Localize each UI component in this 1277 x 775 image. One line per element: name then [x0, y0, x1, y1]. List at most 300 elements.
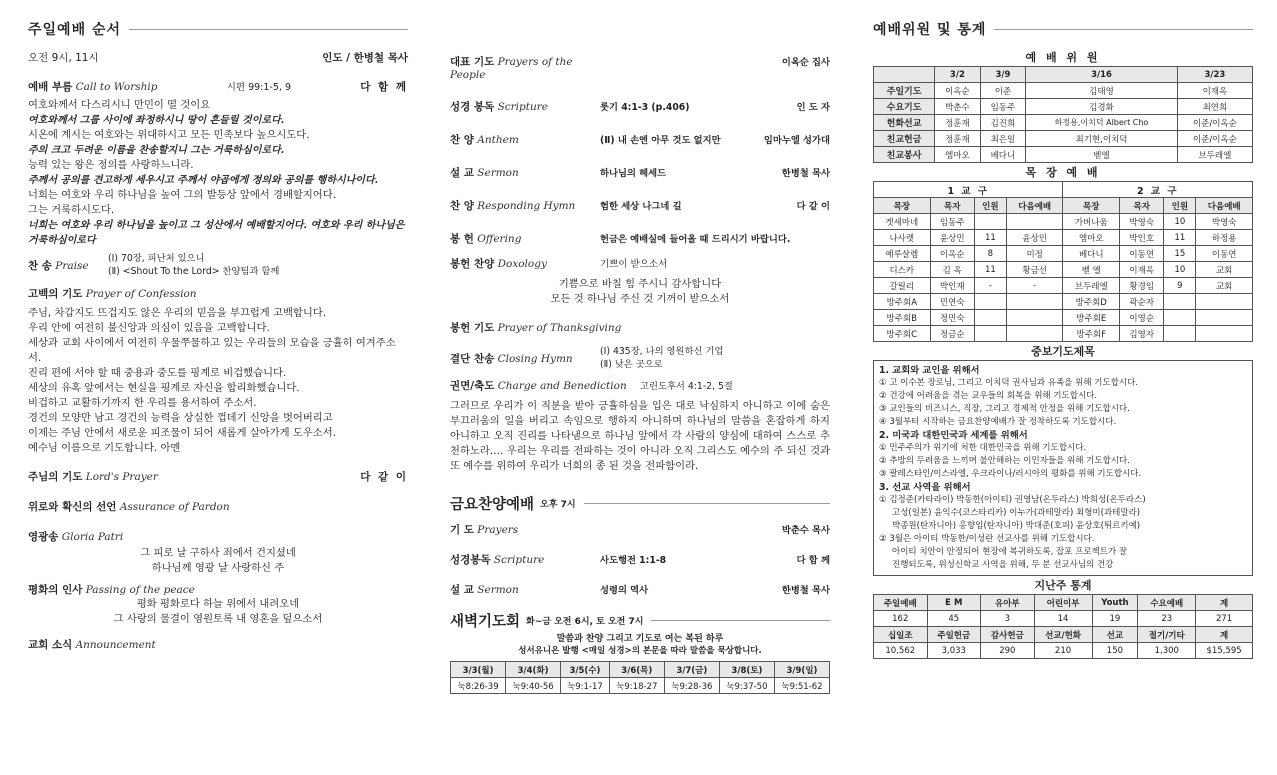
stats-title: 지난주 통계: [1034, 579, 1092, 592]
parish-cell: 가버나움: [1063, 214, 1120, 230]
peace-line: 그 사랑의 물결이 영원토록 내 영혼을 덮으소서: [113, 613, 323, 625]
intercession-line: 고성(일본) 윤익수(코스타리카) 이누가(과테말라) 최형미(과테말라): [892, 508, 1141, 518]
parish-cell: 11: [974, 262, 1006, 278]
hymn-line: (Ⅰ) 70장, 피난처 있으니: [108, 253, 205, 264]
stats-value: 10,562: [874, 643, 928, 659]
announcement-row: [28, 637, 408, 652]
item-head: [450, 165, 600, 180]
parish-cell: 11: [974, 230, 1006, 246]
worship-items: [450, 54, 830, 246]
parish-cell: -: [1006, 278, 1063, 294]
committee-row: [874, 147, 1253, 163]
parish-header: 목장: [874, 198, 931, 214]
parish-cell: [1196, 310, 1253, 326]
item-english: Prayers of the People: [450, 56, 573, 81]
parish-cell: [1164, 294, 1196, 310]
scripture-ref: 시편 99:1-5, 9: [226, 82, 291, 93]
item-leader: 다 같 이: [796, 201, 830, 212]
leader-line: 시온에 계시는 여호와는 위대하시고 모든 민족보다 높으시도다.: [28, 129, 310, 141]
service-time-row: [28, 50, 408, 65]
doxology-row: [450, 256, 830, 271]
item-label: 찬 송: [28, 259, 52, 272]
item-english: Responding Hymn: [477, 200, 576, 212]
parish-cell: 임동주: [930, 214, 974, 230]
worship-item: [450, 198, 830, 213]
call-to-worship-row: [28, 79, 408, 94]
intercession-line: ① 민주주의가 위기에 처한 대한민국을 위해 기도합시다.: [879, 443, 1087, 453]
intercession-line: ② 추방의 두려움을 느끼며 불안해하는 이민자들을 위해 기도합시다.: [879, 456, 1130, 466]
parish-cell: 김영자: [1120, 326, 1164, 342]
gloria-line: 그 피로 날 구하사 죄에서 건지셨네: [140, 547, 296, 559]
parish-cell: 황금선: [1006, 262, 1063, 278]
parish-header: 다음예배: [1196, 198, 1253, 214]
parish-row: [874, 294, 1253, 310]
intercession-title: 중보기도제목: [1031, 345, 1095, 358]
committee-cell: 김태영: [1026, 83, 1178, 99]
item-leader: 다 함 께: [796, 555, 830, 566]
gloria-row: [28, 529, 408, 544]
parish-cell: 방주회F: [1063, 326, 1120, 342]
item-head: [450, 582, 600, 597]
committee-cell: 이준/이옥순: [1177, 115, 1252, 131]
response-line: 너희는 여호와 우리 하나님을 높이고 그 성산에서 예배할지어다. 여호와 우리 하나님은 거룩하심이로다: [28, 220, 405, 246]
item-english: Passing of the peace: [85, 584, 195, 596]
confession-row: [28, 286, 408, 301]
item-label: 찬 양: [450, 134, 474, 146]
divider: [651, 620, 830, 621]
stats-value: 19: [1092, 611, 1138, 627]
item-leader: 임마누엘 성가대: [763, 135, 830, 146]
stats-header: 주일헌금: [927, 627, 981, 643]
item-label: 권면/축도: [450, 380, 495, 392]
committee-role: 수요기도: [874, 99, 935, 115]
parish-row: [874, 278, 1253, 294]
worship-item: [450, 54, 830, 81]
intercession-heading: 2. 미국과 대한민국과 세계를 위해서: [879, 430, 1028, 441]
confession-line: 경건의 모양만 남고 경건의 능력을 상실한 껍데기 신앙을 벗어버리고: [28, 412, 333, 424]
intercession-line: 진행되도록, 위성신학교 사역을 위해, 두 분 선교사님의 건강: [892, 560, 1114, 570]
dawn-text: 눅9:1-17: [561, 678, 610, 694]
committee-cell: 이재옥: [1177, 83, 1252, 99]
order-of-worship-column: [28, 0, 408, 652]
peace-line: 평화 평화로다 하늘 위에서 내려오네: [136, 598, 300, 610]
item-title: 룻기 4:1-3 (p.406): [600, 102, 690, 113]
parish-cell: [1196, 294, 1253, 310]
item-label: 예배 부름: [28, 81, 73, 93]
item-label: 위로와 확신의 선언: [28, 501, 117, 513]
closing-hymn-row: [450, 345, 830, 371]
item-english: Doxology: [497, 258, 547, 270]
committee-cell: 정훈재: [935, 115, 981, 131]
item-leader: 다 같 이: [360, 471, 408, 483]
committee-cell: 베다니: [980, 147, 1026, 163]
stats-header: 선교: [1092, 627, 1138, 643]
item-label: 봉헌 기도: [450, 322, 495, 334]
stats-header: 어린이부: [1034, 595, 1092, 611]
parish-cell: 15: [1164, 246, 1196, 262]
parish-cell: [974, 294, 1006, 310]
stats-value: 3: [981, 611, 1035, 627]
dawn-day: 3/4(화): [506, 662, 561, 678]
item-english: Scripture: [493, 554, 545, 566]
intercession-line: ① 고 이수본 장로님, 그리고 이치덕 권사님과 유족을 위해 기도합시다.: [879, 378, 1139, 388]
leader-line: 여호와께서 다스리시니 만민이 떨 것이요: [28, 99, 211, 111]
dawn-title: 새벽기도회: [450, 613, 521, 630]
worship-item: [450, 552, 830, 567]
hymn-line: (Ⅱ) 낮은 곳으로: [600, 359, 663, 370]
intercession-line: ② 건강에 어려움을 겪는 교우들의 회복을 위해 기도합시다.: [879, 391, 1098, 401]
item-label: 설 교: [450, 167, 474, 179]
stats-header-row: [874, 627, 1253, 643]
confession-line: 세상의 유혹 앞에서는 현실을 핑계로 자신을 합리화했습니다.: [28, 382, 300, 394]
stats-value: 23: [1138, 611, 1196, 627]
doxology-line: 모든 것 하나님 주신 것 기꺼이 받으소서: [550, 293, 730, 305]
stats-value-row: [874, 643, 1253, 659]
stats-value: $15,595: [1196, 643, 1253, 659]
committee-date: 3/16: [1026, 67, 1178, 83]
stats-value: 290: [981, 643, 1035, 659]
parish-cell: [1006, 326, 1063, 342]
parish-cell: 베다니: [1063, 246, 1120, 262]
stats-header: 절기/기타: [1138, 627, 1196, 643]
item-leader: 박춘수 목사: [781, 525, 830, 536]
benediction-text: 그러므로 우리가 이 직분을 받아 긍휼하심을 입은 대로 낙심하지 아니하고 이에 숨은 부끄러움의 일을 버리고 속임으로 행하지 아니하며 하나님의 말씀을 혼잡하게 하지 아니하고 오직 진리를 나타냄으로 하나님 앞에서 각 사람의 양심에 대하여 스스로 추천하노라…. 우리는 우리를 전파하는 것이 아니라 오직 그리스도 예수의 주 되신 것과 또 예수를 위하여 우리가 너희의 종 된 것을 전파함이라.: [450, 400, 830, 472]
stats-header: 계: [1196, 595, 1253, 611]
hymn-line: (Ⅰ) 435장, 나의 영원하신 기업: [600, 346, 724, 357]
friday-time: 오후 7시: [540, 499, 576, 510]
stats-header: 감사헌금: [981, 627, 1035, 643]
committee-row: [874, 131, 1253, 147]
parish-cell: 곽순자: [1120, 294, 1164, 310]
parish-row: [874, 230, 1253, 246]
item-english: Announcement: [75, 639, 156, 651]
parish-cell: 이재옥: [1120, 262, 1164, 278]
item-english: Prayers: [477, 524, 519, 536]
dawn-days-row: [451, 662, 830, 678]
stats-header: 계: [1196, 627, 1253, 643]
committee-cell: 이준: [980, 83, 1026, 99]
item-leader: 한병철 목사: [781, 168, 830, 179]
committee-row: [874, 99, 1253, 115]
response-line: 주의 크고 두려운 이름을 찬송할지니 그는 거룩하심이로다.: [28, 145, 285, 156]
parish-cell: 박영숙: [1196, 214, 1253, 230]
parish-row: [874, 246, 1253, 262]
item-english: Praise: [55, 259, 89, 272]
item-title: 하나님의 헤세드: [600, 168, 667, 179]
service-leader: 인도 / 한병철 목사: [322, 52, 408, 64]
parish-header: 다음예배: [1006, 198, 1063, 214]
dawn-day: 3/6(목): [609, 662, 664, 678]
dawn-text: 눅8:26-39: [451, 678, 506, 694]
peace-row: [28, 582, 408, 597]
parish-cell: 윤상민: [930, 230, 974, 246]
committee-cell: 임동주: [980, 99, 1026, 115]
item-english: Anthem: [477, 134, 519, 146]
response-line: 주께서 공의를 견고하게 세우시고 주께서 야곱에게 정의와 공의를 행하시나이다.: [28, 175, 379, 186]
item-leader: 이옥순 집사: [781, 57, 830, 68]
confession-line: 진리 편에 서야 할 때 중용과 중도를 핑계로 비겁했습니다.: [28, 367, 287, 379]
item-label: 결단 찬송: [450, 352, 495, 365]
dawn-day: 3/9(일): [774, 662, 829, 678]
item-english: Scripture: [497, 101, 548, 113]
leader-line: 너희는 여호와 우리 하나님을 높여 그의 발등상 앞에서 경배할지어다.: [28, 189, 336, 201]
parish-header-row: [874, 198, 1253, 214]
intercession-line: ④ 3월부터 시작하는 금요찬양예배가 잘 정착하도록 기도합시다.: [879, 417, 1117, 427]
leader-line: 그는 거룩하시도다.: [28, 204, 115, 216]
praise-row: [28, 252, 408, 278]
stats-header: 유아부: [981, 595, 1035, 611]
confession-line: 주님, 차갑지도 뜨겁지도 않은 우리의 믿음을 부끄럽게 고백합니다.: [28, 307, 327, 319]
intercession-line: 박종원(탄자니아) 홍향임(탄자니아) 박대준(호피) 윤상호(튀르키예): [892, 521, 1141, 531]
parish-cell: 11: [1164, 230, 1196, 246]
item-head: [450, 231, 600, 246]
stats-header-row: [874, 595, 1253, 611]
parish-cell: 이동연: [1120, 246, 1164, 262]
parish-cell: [1164, 310, 1196, 326]
committee-date: 3/23: [1177, 67, 1252, 83]
response-line: 여호와께서 그룹 사이에 좌정하시니 땅이 흔들릴 것이로다.: [28, 115, 285, 126]
item-title: 성령의 역사: [600, 585, 649, 596]
parish-cell: [1196, 326, 1253, 342]
worship-item: [450, 522, 830, 537]
parish-header: 인원: [1164, 198, 1196, 214]
divider: [584, 503, 830, 504]
item-english: Offering: [477, 233, 522, 245]
dawn-day: 3/5(수): [561, 662, 610, 678]
item-english: Assurance of Pardon: [119, 501, 230, 513]
worship-item: [450, 582, 830, 597]
parish-header: 인원: [974, 198, 1006, 214]
divider: [994, 29, 1253, 30]
stats-value: 150: [1092, 643, 1138, 659]
parish-cell: 디스카: [874, 262, 931, 278]
parish-row: [874, 214, 1253, 230]
committee-cell: 이준/이옥순: [1177, 131, 1252, 147]
parish-cell: [1164, 326, 1196, 342]
item-english: Lord's Prayer: [85, 471, 158, 483]
peace-text: [28, 597, 408, 627]
leader-line: 능력 있는 왕은 정의를 사랑하느니라.: [28, 159, 194, 171]
thanksgiving-row: [450, 320, 830, 335]
intercession-line: ③ 교인들의 비즈니스, 직장, 그리고 경제적 안정을 위해 기도합시다.: [879, 404, 1130, 414]
divider: [129, 29, 408, 30]
doxology-text: [450, 277, 830, 307]
committee-stats-column: [873, 0, 1253, 659]
parish-cell: 하정용: [1196, 230, 1253, 246]
dawn-subtitle: 말씀과 찬양 그리고 기도로 여는 복된 하루: [556, 634, 724, 644]
item-head: [450, 54, 600, 81]
dawn-texts-row: [451, 678, 830, 694]
service-time: 오전 9시, 11시: [28, 52, 99, 64]
item-english: Prayer of Thanksgiving: [497, 322, 622, 334]
item-title: 험한 세상 나그네 길: [600, 201, 682, 212]
parish-title: 목 장 예 배: [1025, 166, 1101, 179]
dawn-text: 눅9:18-27: [609, 678, 664, 694]
item-title: 헌금은 예배실에 들어올 때 드리시기 바랍니다.: [600, 234, 791, 245]
stats-value: 14: [1034, 611, 1092, 627]
parish-header: 목장: [1063, 198, 1120, 214]
dawn-reading-table: [450, 661, 830, 694]
stats-value: 45: [927, 611, 981, 627]
committee-cell: 최은일: [980, 131, 1026, 147]
item-english: Call to Worship: [75, 81, 158, 93]
parish-cell: [974, 326, 1006, 342]
stats-value: 3,033: [927, 643, 981, 659]
parish-cell: 방주회C: [874, 326, 931, 342]
intercession-box: [873, 360, 1253, 576]
parish-cell: 나사렛: [874, 230, 931, 246]
item-english: Charge and Benediction: [497, 380, 627, 392]
item-title: (Ⅱ) 내 손엔 아무 것도 없지만: [600, 135, 721, 146]
committee-cell: 브두레엘: [1177, 147, 1252, 163]
parish-cell: 예루살렘: [874, 246, 931, 262]
parish-cell: 교회: [1196, 278, 1253, 294]
scripture-ref: 고린도후서 4:1-2, 5절: [640, 381, 733, 392]
corner-cell: [874, 67, 935, 83]
parish-cell: 방주회E: [1063, 310, 1120, 326]
parish-cell: 방주회B: [874, 310, 931, 326]
confession-line: 예수님 이름으로 기도합니다. 아멘: [28, 442, 181, 454]
lords-prayer-row: [28, 469, 408, 484]
committee-role: 친교헌금: [874, 131, 935, 147]
stats-value-row: [874, 611, 1253, 627]
parish-cell: 이옥순: [930, 246, 974, 262]
parish-cell: 방주회A: [874, 294, 931, 310]
committee-role: 헌화선교: [874, 115, 935, 131]
item-label: 성경봉독: [450, 554, 491, 566]
item-title: 기쁘이 받으소서: [600, 259, 668, 270]
stats-value: 271: [1196, 611, 1253, 627]
worship-item: [450, 231, 830, 246]
parish-row: [874, 326, 1253, 342]
item-title: 사도행전 1:1-8: [600, 555, 667, 566]
confession-line: 이제는 주님 안에서 새로운 피조물이 되어 새롭게 살아가게 도우소서.: [28, 427, 336, 439]
intercession-heading: 1. 교회와 교인을 위해서: [879, 365, 980, 376]
friday-heading: [450, 490, 830, 516]
committee-role: 주일기도: [874, 83, 935, 99]
friday-items: [450, 522, 830, 597]
item-label: 영광송: [28, 531, 59, 543]
intercession-line: 아이티 치안이 안정되어 현장에 복귀하도록, 잡포 프로젝트가 잘: [892, 547, 1128, 557]
section-heading: [873, 16, 1253, 42]
committee-role: 친교봉사: [874, 147, 935, 163]
dawn-text: 눅9:37-50: [719, 678, 774, 694]
committee-cell: 최연희: [1177, 99, 1252, 115]
parish-table: [873, 181, 1253, 342]
dawn-day: 3/8(토): [719, 662, 774, 678]
stats-header: 선교/헌화: [1034, 627, 1092, 643]
committee-cell: 이옥순: [935, 83, 981, 99]
committee-title: 예 배 위 원: [1025, 51, 1101, 64]
committee-cell: 벧엘: [1026, 147, 1178, 163]
item-leader: 다 함 께: [360, 81, 408, 93]
item-head: [450, 198, 600, 213]
intercession-line: ① 김정준(카타라이) 박동한(아이티) 권영남(온두라스) 박희성(온두라스): [879, 495, 1146, 505]
parish-cell: 엠마오: [1063, 230, 1120, 246]
committee-cell: 엠마오: [935, 147, 981, 163]
parish-cell: [1006, 214, 1063, 230]
confession-line: 우리 안에 여전히 불신앙과 의심이 있음을 고백합니다.: [28, 322, 270, 334]
committee-header-row: [874, 67, 1253, 83]
parish-header: 목자: [1120, 198, 1164, 214]
committee-table: [873, 66, 1253, 163]
parish-cell: 10: [1164, 262, 1196, 278]
charge-row: [450, 378, 830, 393]
call-to-worship-text: [28, 98, 408, 248]
parish-group-row: [874, 182, 1253, 198]
parish-cell: 9: [1164, 278, 1196, 294]
dawn-day: 3/3(월): [451, 662, 506, 678]
parish-cell: 정민숙: [930, 310, 974, 326]
parish-cell: [974, 214, 1006, 230]
worship-item: [450, 165, 830, 180]
parish-row: [874, 262, 1253, 278]
stats-value: 210: [1034, 643, 1092, 659]
parish-cell: 방주회D: [1063, 294, 1120, 310]
committee-cell: 김진희: [980, 115, 1026, 131]
parish-cell: 교회: [1196, 262, 1253, 278]
intercession-heading: 3. 선교 사역을 위해서: [879, 482, 971, 493]
stats-header: 십일조: [874, 627, 928, 643]
item-head: [450, 132, 600, 147]
item-english: Closing Hymn: [497, 352, 573, 365]
committee-row: [874, 83, 1253, 99]
item-english: Sermon: [477, 584, 519, 596]
parish-cell: 황경임: [1120, 278, 1164, 294]
doxology-line: 기쁨으로 바칠 힘 주시니 감사합니다: [558, 278, 722, 290]
dawn-subtitle-2: 성서유니온 발행 <매일 성경>의 본문을 따라 말씀을 묵상합니다.: [518, 646, 762, 656]
dawn-text: 눅9:28-36: [664, 678, 719, 694]
stats-header: E M: [927, 595, 981, 611]
parish-cell: [1006, 310, 1063, 326]
parish-cell: 미정: [1006, 246, 1063, 262]
intercession-line: ③ 팔레스타인/이스라엘, 우크라이나/러시아의 평화를 위해 기도합시다.: [879, 469, 1142, 479]
pardon-row: [28, 499, 408, 514]
parish-cell: 이영순: [1120, 310, 1164, 326]
parish-cell: 10: [1164, 214, 1196, 230]
committee-date: 3/9: [980, 67, 1026, 83]
item-head: [450, 99, 600, 114]
stats-header: 수요예배: [1138, 595, 1196, 611]
parish-group: 2 교 구: [1063, 182, 1253, 198]
parish-cell: 정금순: [930, 326, 974, 342]
item-label: 교회 소식: [28, 639, 73, 651]
item-label: 찬 양: [450, 200, 474, 212]
committee-cell: 박춘수: [935, 99, 981, 115]
parish-cell: 갈릴리: [874, 278, 931, 294]
dawn-day: 3/7(금): [664, 662, 719, 678]
item-english: Sermon: [477, 167, 519, 179]
confession-text: [28, 306, 408, 456]
parish-cell: 김 옥: [930, 262, 974, 278]
item-label: 고백의 기도: [28, 288, 83, 300]
committee-cell: 김경화: [1026, 99, 1178, 115]
parish-cell: 박인재: [930, 278, 974, 294]
parish-cell: 민연숙: [930, 294, 974, 310]
stats-value: 1,300: [1138, 643, 1196, 659]
parish-cell: [1006, 294, 1063, 310]
item-label: 설 교: [450, 584, 474, 596]
item-label: 평화의 인사: [28, 584, 83, 596]
parish-cell: 겟세마네: [874, 214, 931, 230]
parish-cell: [974, 310, 1006, 326]
item-label: 성경 봉독: [450, 101, 495, 113]
section-heading: [28, 16, 408, 42]
item-head: [450, 552, 600, 567]
parish-header: 목자: [930, 198, 974, 214]
dawn-heading: [450, 607, 830, 633]
dawn-text: 눅9:40-56: [506, 678, 561, 694]
